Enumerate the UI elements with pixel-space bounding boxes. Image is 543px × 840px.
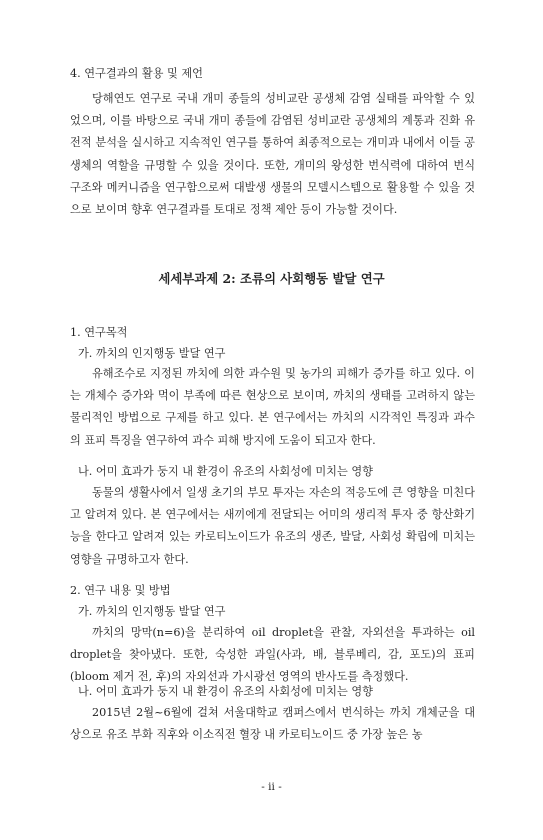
section2-sub-a-paragraph: 까치의 망막(n=6)을 분리하여 oil droplet을 관찰, 자외선을 투과하는 oil droplet을 찾아냈다. 또한, 숙성한 과일(사과, 배, 블루베리, 감, 포도)의 표피(bloom 제거 전, 후)의 자외선과 가시광선 영역의 반사도를 측정했다. [70, 626, 475, 684]
section2-sub-b-heading: 나. 어미 효과가 둥지 내 환경이 유조의 사회성에 미치는 영향 [78, 685, 373, 698]
section1-heading: 1. 연구목적 [70, 326, 128, 339]
section2-sub-a-body [70, 622, 475, 689]
section2-sub-b-body [70, 702, 475, 746]
section2-sub-a-heading: 가. 까치의 인지행동 발달 연구 [78, 605, 226, 618]
section4-heading: 4. 연구결과의 활용 및 제언 [70, 67, 203, 80]
section2-sub-b-paragraph: 2015년 2월~6월에 걸쳐 서울대학교 캠퍼스에서 번식하는 까치 개체군을 대상으로 유조 부화 직후와 이소직전 혈장 내 카로티노이드 중 가장 높은 농 [70, 706, 475, 742]
section4-body [70, 88, 475, 221]
subproject-title: 세세부과제 2: 조류의 사회행동 발달 연구 [158, 271, 385, 286]
section1-sub-b-body [70, 482, 475, 571]
section1-sub-a-heading: 가. 까치의 인지행동 발달 연구 [78, 347, 226, 360]
page-number: - ii - [261, 781, 282, 793]
section1-sub-a-paragraph: 유해조수로 지정된 까치에 의한 과수원 및 농가의 피해가 증가를 하고 있다. 이는 개체수 증가와 먹이 부족에 따른 현상으로 보이며, 까치의 생태를 고려하지 않는 물리적인 방법으로 구제를 하고 있다. 본 연구에서는 까치의 시각적인 특징과 과수의 표피 특징을 연구하여 과수 피해 방지에 도움이 되고자 한다. [70, 367, 475, 447]
section1-sub-b-heading: 나. 어미 효과가 둥지 내 환경이 유조의 사회성에 미치는 영향 [78, 465, 373, 478]
section1-sub-b-paragraph: 동물의 생활사에서 일생 초기의 부모 투자는 자손의 적응도에 큰 영향을 미친다고 알려져 있다. 본 연구에서는 새끼에게 전달되는 어미의 생리적 투자 중 항산화기능을 한다고 알려져 있는 카로티노이드가 유조의 생존, 발달, 사회성 확립에 미치는 영향을 규명하고자 한다. [70, 486, 475, 566]
section2-heading: 2. 연구 내용 및 방법 [70, 584, 171, 597]
section4-paragraph: 당해연도 연구로 국내 개미 종들의 성비교란 공생체 감염 실태를 파악할 수 있었으며, 이를 바탕으로 국내 개미 종들에 감염된 성비교란 공생체의 계통과 진화 유전적 분석을 실시하고 지속적인 연구를 통하여 최종적으로는 개미과 내에서 이들 공생체의 역할을 규명할 수 있을 것이다. 또한, 개미의 왕성한 번식력에 대하여 번식 구조와 메커니즘을 연구함으로써 대발생 생물의 모델시스템으로 활용할 수 있을 것으로 보이며 향후 연구결과를 토대로 정책 제안 등이 가능할 것이다. [70, 92, 475, 217]
section1-sub-a-body [70, 363, 475, 452]
